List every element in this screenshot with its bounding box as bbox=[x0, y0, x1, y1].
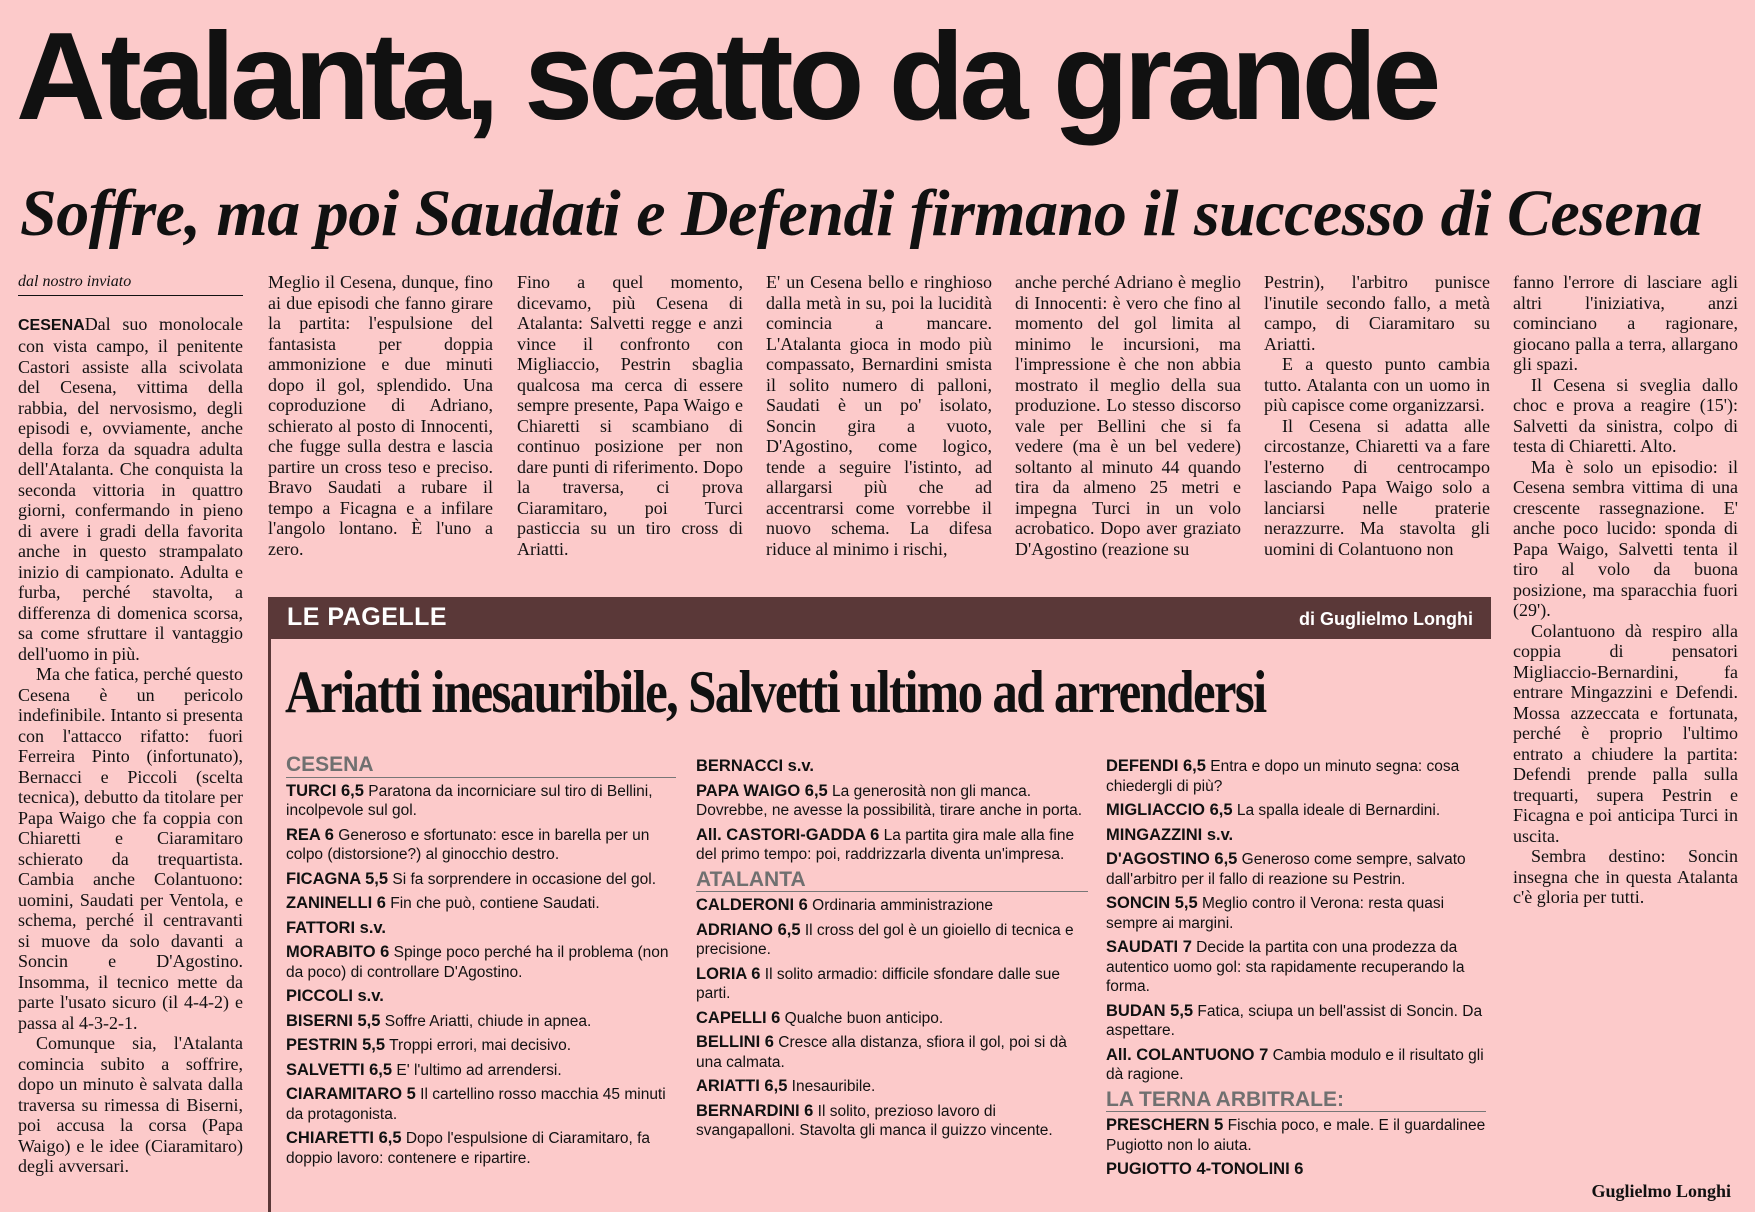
rating-entry bbox=[1106, 894, 1486, 933]
rating-comment: La generosità non gli manca. Dovrebbe, ne avesse la possibilità, tirare anche in porta. bbox=[696, 782, 1082, 819]
rating-entry bbox=[1106, 757, 1486, 796]
rating-player-name: LORIA 6 bbox=[696, 964, 761, 983]
rating-player-name: PESTRIN 5,5 bbox=[286, 1036, 386, 1054]
rating-player-name: MORABITO 6 bbox=[286, 943, 390, 961]
pagelle-column-1 bbox=[286, 755, 676, 1173]
rating-comment: Soffre Ariatti, chiude in apnea. bbox=[380, 1012, 592, 1030]
rating-comment: E' l'ultimo ad arrendersi. bbox=[392, 1061, 562, 1079]
article-column-1 bbox=[18, 272, 243, 1190]
article-paragraph: anche perché Adriano è meglio di Innocenti: è vero che fino al momento del gol limita al minimo le incursioni, ma l'impressione è che non abbia mostrato il meglio della sua produzione. Lo stesso discorso vale per Bellini che si fa vedere (ma è un bel vedere) soltanto al minuto 44 quando tira da almeno 25 metri e impegna Turci in un volo acrobatico. Dopo aver graziato D'Agostino (reazione su bbox=[1015, 272, 1241, 559]
rating-entry bbox=[696, 965, 1088, 1004]
rating-comment: Inesauribile. bbox=[787, 1078, 876, 1095]
rating-entry bbox=[1106, 850, 1486, 889]
rating-entry bbox=[286, 987, 676, 1007]
rating-entry bbox=[286, 919, 676, 939]
rating-entry bbox=[696, 826, 1088, 865]
rating-comment: Ordinaria amministrazione bbox=[807, 897, 994, 914]
article-paragraph: Sembra destino: Soncin insegna che in questa Atalanta c'è gloria per tutti. bbox=[1513, 846, 1738, 907]
rating-player-name: MINGAZZINI s.v. bbox=[1106, 825, 1234, 844]
rating-entry bbox=[286, 1036, 676, 1056]
rating-comment: Generoso e sfortunato: esce in barella per un colpo (distorsione?) al ginocchio destro. bbox=[286, 826, 650, 863]
rating-player-name: ARIATTI 6,5 bbox=[696, 1077, 788, 1095]
rating-comment: Decide la partita con una prodezza da autentico uomo gol: sta rapidamente recuperando la forma. bbox=[1106, 939, 1465, 995]
rating-player-name: CALDERONI 6 bbox=[696, 896, 808, 914]
rating-comment: Il cross del gol è un gioiello di tecnica e precisione. bbox=[696, 921, 1074, 958]
rating-player-name: FICAGNA 5,5 bbox=[286, 869, 389, 888]
rating-entry bbox=[286, 1129, 676, 1168]
rating-player-name: All. COLANTUONO 7 bbox=[1106, 1045, 1269, 1064]
article-paragraph: Comunque sia, l'Atalanta comincia subito a soffrire, dopo un minuto è salvata dalla traversa su rimessa di Biserni, poi accusa la corsa (Papa Waigo) e le idee (Ciaramitaro) degli avversari. bbox=[18, 1033, 243, 1176]
rating-player-name: SAUDATI 7 bbox=[1106, 938, 1192, 956]
rating-entry bbox=[286, 943, 676, 982]
headline: Atalanta, scatto da grande bbox=[16, 8, 1437, 146]
rating-player-name: ADRIANO 6,5 bbox=[696, 920, 801, 939]
rating-player-name: MIGLIACCIO 6,5 bbox=[1106, 801, 1233, 819]
rating-player-name: PICCOLI s.v. bbox=[286, 987, 384, 1005]
rating-entry bbox=[1106, 1002, 1486, 1041]
article-paragraph: Il Cesena si sveglia dallo choc e prova a reagire (15'): Salvetti da sinistra, colpo di testa di Chiaretti. Alto. bbox=[1513, 374, 1738, 456]
rating-entry bbox=[696, 1077, 1088, 1097]
article-paragraph: E' un Cesena bello e ringhioso dalla metà in su, poi la lucidità comincia a mancare. L'Atalanta gioca in modo più compassato, Bernardini smista il solito numero di palloni, Saudati è un po' isolato, Soncin gira a vuoto, D'Agostino, come logico, tende a seguire l'istinto, ad allargarsi più che ad accentrarsi come vorrebbe il nuovo schema. La difesa riduce al minimo i rischi, bbox=[766, 272, 992, 559]
rating-comment: Cresce alla distanza, sfiora il gol, poi si dà una calmata. bbox=[696, 1034, 1067, 1071]
rating-comment: Il solito, prezioso lavoro di svangapalloni. Stavolta gli manca il guizzo vincente. bbox=[696, 1102, 1053, 1139]
rating-entry bbox=[286, 826, 676, 865]
rating-entry bbox=[1106, 1160, 1486, 1180]
rating-player-name: SALVETTI 6,5 bbox=[286, 1060, 393, 1079]
rating-comment: Fatica, sciupa un bell'assist di Soncin. Da aspettare. bbox=[1106, 1002, 1483, 1039]
rating-comment: Entra e dopo un minuto segna: cosa chiedergli di più? bbox=[1106, 758, 1460, 795]
rating-entry bbox=[696, 1033, 1088, 1072]
rating-comment: Spinge poco perché ha il problema (non da poco) di controllare D'Agostino. bbox=[286, 944, 669, 981]
rating-comment: Paratona da incorniciare sul tiro di Bellini, incolpevole sul gol. bbox=[286, 782, 653, 819]
article-byline: dal nostro inviato bbox=[18, 272, 243, 296]
article-column-4 bbox=[766, 272, 992, 578]
pagelle-column-3 bbox=[1106, 757, 1486, 1185]
rating-comment: La partita gira male alla fine del primo tempo: poi, raddrizzarla diventa un'impresa. bbox=[696, 826, 1075, 863]
rating-comment: Fin che può, contiene Saudati. bbox=[385, 895, 600, 912]
rating-player-name: PAPA WAIGO 6,5 bbox=[696, 781, 828, 800]
rating-comment: Dopo l'espulsione di Ciaramitaro, fa doppio lavoro: contenere e ripartire. bbox=[286, 1130, 651, 1167]
article-column-5 bbox=[1015, 272, 1241, 578]
pagelle-bar-byline: di Guglielmo Longhi bbox=[1299, 609, 1473, 629]
pagelle-section-title: LA TERNA ARBITRALE: bbox=[1106, 1090, 1486, 1113]
pagelle-section-title: CESENA bbox=[286, 755, 676, 778]
article-paragraph: Pestrin), l'arbitro punisce l'inutile secondo fallo, a metà campo, di Ciaramitaro su Ariatti. bbox=[1264, 272, 1490, 354]
rating-comment: Generoso come sempre, salvato dall'arbitro per il fallo di reazione su Pestrin. bbox=[1106, 851, 1466, 888]
rating-entry bbox=[286, 1012, 676, 1032]
article-paragraph: E a questo punto cambia tutto. Atalanta con un uomo in più capisce come organizzarsi. bbox=[1264, 354, 1490, 415]
rating-entry bbox=[696, 1009, 1088, 1029]
rating-entry bbox=[286, 870, 676, 890]
rating-player-name: BELLINI 6 bbox=[696, 1033, 774, 1051]
rating-player-name: FATTORI s.v. bbox=[286, 918, 386, 937]
rating-comment: Meglio contro il Verona: resta quasi sempre ai margini. bbox=[1106, 895, 1445, 932]
pagelle-bar-title: LE PAGELLE bbox=[287, 603, 448, 631]
rating-player-name: D'AGOSTINO 6,5 bbox=[1106, 850, 1238, 868]
rating-entry bbox=[696, 896, 1088, 916]
rating-comment: Il solito armadio: difficile sfondare dalle sue parti. bbox=[696, 965, 1061, 1002]
rating-comment: Troppi errori, mai decisivo. bbox=[385, 1037, 572, 1054]
article-paragraph: CESENADal suo monolocale con vista campo, il penitente Castori assiste alla scivolata del Cesena, vittima della rabbia, del nervosismo, degli episodi e, ovviamente, anche della forza da squadra adulta dell'Atalanta. Che conquista la seconda vittoria in quattro giorni, confermando in pieno di avere i gradi della favorita anche in questo strampalato inizio di campionato. Adulta e furba, perché stavolta, a differenza di domenica scorsa, sa come sfruttare il vantaggio dell'uomo in più. bbox=[18, 313, 243, 664]
rating-player-name: REA 6 bbox=[286, 825, 334, 844]
rating-player-name: TURCI 6,5 bbox=[286, 781, 364, 800]
rating-entry bbox=[1106, 1046, 1486, 1085]
article-paragraph: Colantuono dà respiro alla coppia di pensatori Migliaccio-Bernardini, fa entrare Mingazzini e Defendi. Mossa azzeccata e fortunata, perché è proprio l'ultimo entrato a chiudere la partita: Defendi prende palla sulla trequarti, supera Pestrin e Ficagna e poi anticipa Turci in uscita. bbox=[1513, 620, 1738, 846]
rating-entry bbox=[696, 921, 1088, 960]
pagelle-bar bbox=[271, 597, 1491, 639]
article-column-3 bbox=[517, 272, 743, 578]
rating-entry bbox=[286, 782, 676, 821]
article-paragraph: Il Cesena si adatta alle circostanze, Chiaretti va a fare l'esterno di centrocampo lasciando Papa Waigo solo a lanciarsi nelle praterie nerazzurre. Ma stavolta gli uomini di Colantuono non bbox=[1264, 415, 1490, 559]
rating-entry bbox=[696, 782, 1088, 821]
rating-player-name: SONCIN 5,5 bbox=[1106, 894, 1198, 912]
rating-comment: Fischia poco, e male. E il guardalinee Pugiotto non lo aiuta. bbox=[1106, 1117, 1486, 1154]
rating-player-name: PUGIOTTO 4-TONOLINI 6 bbox=[1106, 1160, 1304, 1178]
article-paragraph: Meglio il Cesena, dunque, fino ai due episodi che fanno girare la partita: l'espulsione del fantasista per doppia ammonizione e due minuti dopo il gol, splendido. Una coproduzione di Adriano, schierato al posto di Innocenti, che fugge sulla destra e lascia partire un cross teso e preciso. Bravo Saudati a rubare il tempo a Ficagna e a infilare l'angolo lontano. È l'uno a zero. bbox=[268, 272, 493, 559]
article-paragraph: Ma che fatica, perché questo Cesena è un pericolo indefinibile. Intanto si presenta con l'attacco rifatto: fuori Ferreira Pinto (infortunato), Bernacci e Piccoli (scelta tecnica), debutto da titolare per Papa Waigo che fa coppia con Chiaretti e Ciaramitaro schierato da trequartista. Cambia anche Colantuono: uomini, Saudati per Ventola, e schema, perché il centravanti si muove da solo davanti a Soncin e D'Agostino. Insomma, il tecnico mette da parte l'usato sicuro (il 4-4-2) e passa al 4-3-2-1. bbox=[18, 664, 243, 1033]
rating-entry bbox=[1106, 1116, 1486, 1155]
rating-player-name: CAPELLI 6 bbox=[696, 1008, 781, 1027]
rating-player-name: CIARAMITARO 5 bbox=[286, 1085, 416, 1103]
article-paragraph: Ma è solo un episodio: il Cesena sembra vittima di una crescente rassegnazione. E' anche poco lucido: sponda di Papa Waigo, Salvetti tenta il tiro al volo da buona posizione, ma sparacchia fuori (29'). bbox=[1513, 456, 1738, 620]
rating-entry bbox=[1106, 801, 1486, 821]
pagelle-headline: Ariatti inesauribile, Salvetti ultimo ad arrendersi bbox=[285, 659, 1266, 725]
rating-player-name: DEFENDI 6,5 bbox=[1106, 757, 1206, 775]
subheadline: Soffre, ma poi Saudati e Defendi firmano il successo di Cesena bbox=[20, 177, 1702, 250]
article-column-2 bbox=[268, 272, 493, 578]
rating-player-name: BERNACCI s.v. bbox=[696, 757, 814, 775]
article-signature: Guglielmo Longhi bbox=[1591, 1181, 1731, 1201]
rating-entry bbox=[286, 1085, 676, 1124]
article-column-7 bbox=[1513, 272, 1738, 1180]
rating-player-name: PRESCHERN 5 bbox=[1106, 1116, 1224, 1134]
rating-comment: Si fa sorprendere in occasione del gol. bbox=[388, 870, 657, 888]
article-dateline: CESENA bbox=[18, 316, 85, 334]
rating-entry bbox=[1106, 938, 1486, 997]
rating-entry bbox=[286, 1061, 676, 1081]
rating-comment: Il cartellino rosso macchia 45 minuti da protagonista. bbox=[286, 1086, 666, 1123]
article-paragraph: Fino a quel momento, dicevamo, più Cesena di Atalanta: Salvetti regge e anzi vince il confronto con Migliaccio, Pestrin sbaglia qualcosa ma cerca di essere sempre presente, Papa Waigo e Chiaretti si scambiano di continuo posizione per non dare punti di riferimento. Dopo la traversa, ci prova Ciaramitaro, poi Turci pasticcia su un tiro cross di Ariatti. bbox=[517, 272, 743, 559]
article-paragraph: fanno l'errore di lasciare agli altri l'iniziativa, anzi cominciano a ragionare, giocano palla a terra, allargano gli spazi. bbox=[1513, 272, 1738, 374]
rating-comment: Cambia modulo e il risultato gli dà ragione. bbox=[1106, 1046, 1484, 1083]
pagelle-column-2 bbox=[696, 757, 1088, 1146]
rating-entry bbox=[696, 757, 1088, 777]
rating-comment: Qualche buon anticipo. bbox=[780, 1009, 944, 1027]
rating-player-name: CHIARETTI 6,5 bbox=[286, 1129, 402, 1147]
rating-player-name: BUDAN 5,5 bbox=[1106, 1001, 1194, 1020]
rating-entry bbox=[1106, 826, 1486, 846]
rating-player-name: BERNARDINI 6 bbox=[696, 1101, 814, 1120]
pagelle-section-title: ATALANTA bbox=[696, 870, 1088, 893]
rating-player-name: ZANINELLI 6 bbox=[286, 894, 386, 912]
rating-comment: La spalla ideale di Bernardini. bbox=[1232, 802, 1441, 819]
rating-entry bbox=[696, 1102, 1088, 1141]
rating-player-name: All. CASTORI-GADDA 6 bbox=[696, 825, 880, 844]
article-column-6 bbox=[1264, 272, 1490, 578]
rating-entry bbox=[286, 894, 676, 914]
rating-player-name: BISERNI 5,5 bbox=[286, 1011, 381, 1030]
pagelle-box bbox=[268, 597, 1491, 1212]
